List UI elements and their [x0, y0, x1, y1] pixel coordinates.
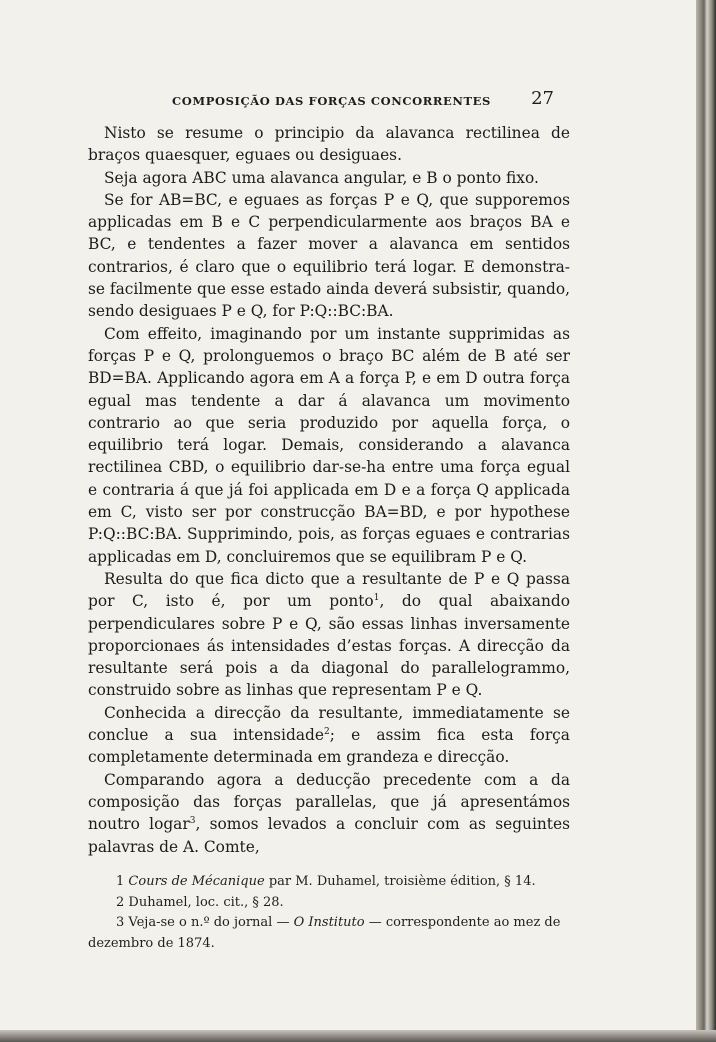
- footnote-1-text: par M. Duhamel, troisième édition, § 14.: [264, 874, 536, 889]
- footnote-1: [88, 872, 570, 893]
- footnotes: [88, 872, 570, 954]
- running-title: COMPOSIÇÃO DAS FORÇAS CONCORRENTES: [172, 94, 491, 108]
- page-edge-right: [696, 0, 716, 1042]
- body-text: [88, 122, 570, 858]
- page-edge-bottom: [0, 1030, 716, 1042]
- footnote-3: [88, 913, 570, 954]
- page-number: 27: [531, 88, 554, 109]
- paragraph-5-text-a: Resulta do que fica dicto que a resultante de P e Q passa por C, isto é, por um ponto: [88, 569, 570, 611]
- footnote-2-text: Duhamel, loc. cit., § 28.: [128, 894, 284, 910]
- footnote-1-number: 1: [116, 874, 125, 889]
- paragraph-4: Com effeito, imaginando por um instante supprimidas as forças P e Q, prolonguemos o braço BC além de B até ser BD=BA. Applicando agora em A a força P, e em D outra força egual mas tendente a dar á alavanca um movimento contrario ao que seria produzido por aquella força, o equilibrio terá logar. Demais, considerando a alavanca rectilinea CBD, o equilibrio dar-se-ha entre uma força egual e contraria á que já foi applicada em D e a força Q applicada em C, visto ser por construcção BA=BD, e por hypothese P:Q::BC:BA. Supprimindo, pois, as forças eguaes e contrarias applicadas em D, concluiremos que se equilibram P e Q.: [88, 324, 570, 566]
- footnote-2: [88, 893, 570, 914]
- footnote-3-text-b: — correspondente ao mez de dezembro de 1874.: [88, 915, 561, 951]
- paragraph-5: [88, 568, 570, 702]
- paragraph-2: Seja agora ABC uma alavanca angular, e B o ponto fixo.: [104, 168, 539, 187]
- paragraph-7-text-a: Comparando agora a deducção precedente com a da composição das forças parallelas, que já apresentámos noutro logar: [88, 770, 570, 834]
- paragraph-1: Nisto se resume o principio da alavanca rectilinea de braços quaesquer, eguaes ou desiguaes.: [88, 124, 570, 165]
- footnote-ref-1: 1: [373, 593, 380, 604]
- paragraph-7-text-b: , somos levados a concluir com as seguintes palavras de A. Comte,: [88, 815, 570, 856]
- footnote-ref-3: 3: [189, 816, 196, 827]
- footnote-ref-2: 2: [323, 726, 330, 737]
- footnote-1-title: Cours de Mécanique: [128, 874, 265, 889]
- paragraph-3: Se for AB=BC, e eguaes as forças P e Q, que supporemos applicadas em B e C perpendicularmente aos braços BA e BC, e tendentes a fazer mover a alavanca em sentidos contrarios, é claro que o equilibrio terá logar. E demonstra-se facilmente que esse estado ainda deverá subsistir, quando, sendo desiguaes P e Q, for P:Q::BC:BA.: [88, 190, 571, 321]
- footnote-3-text-a: Veja-se o n.º do jornal —: [128, 915, 294, 930]
- page-header: [88, 88, 564, 110]
- footnote-2-number: 2: [116, 894, 125, 910]
- paragraph-7: [88, 769, 570, 858]
- paragraph-6-text-a: Conhecida a direcção da resultante, immediatamente se conclue a sua intensidade: [88, 703, 570, 745]
- footnote-3-number: 3: [116, 915, 125, 930]
- footnote-3-title: O Instituto: [293, 915, 365, 930]
- paragraph-6: [88, 702, 570, 769]
- paragraph-6-text-b: ; e assim fica esta força completamente determinada em grandeza e direcção.: [88, 726, 570, 767]
- paragraph-5-text-b: , do qual abaixando perpendiculares sobre P e Q, são essas linhas inversamente proporcionaes ás intensidades d’estas forças. A direcção da resultante será pois a da diagonal do parallelogrammo, construido sobre as linhas que representam P e Q.: [88, 592, 571, 700]
